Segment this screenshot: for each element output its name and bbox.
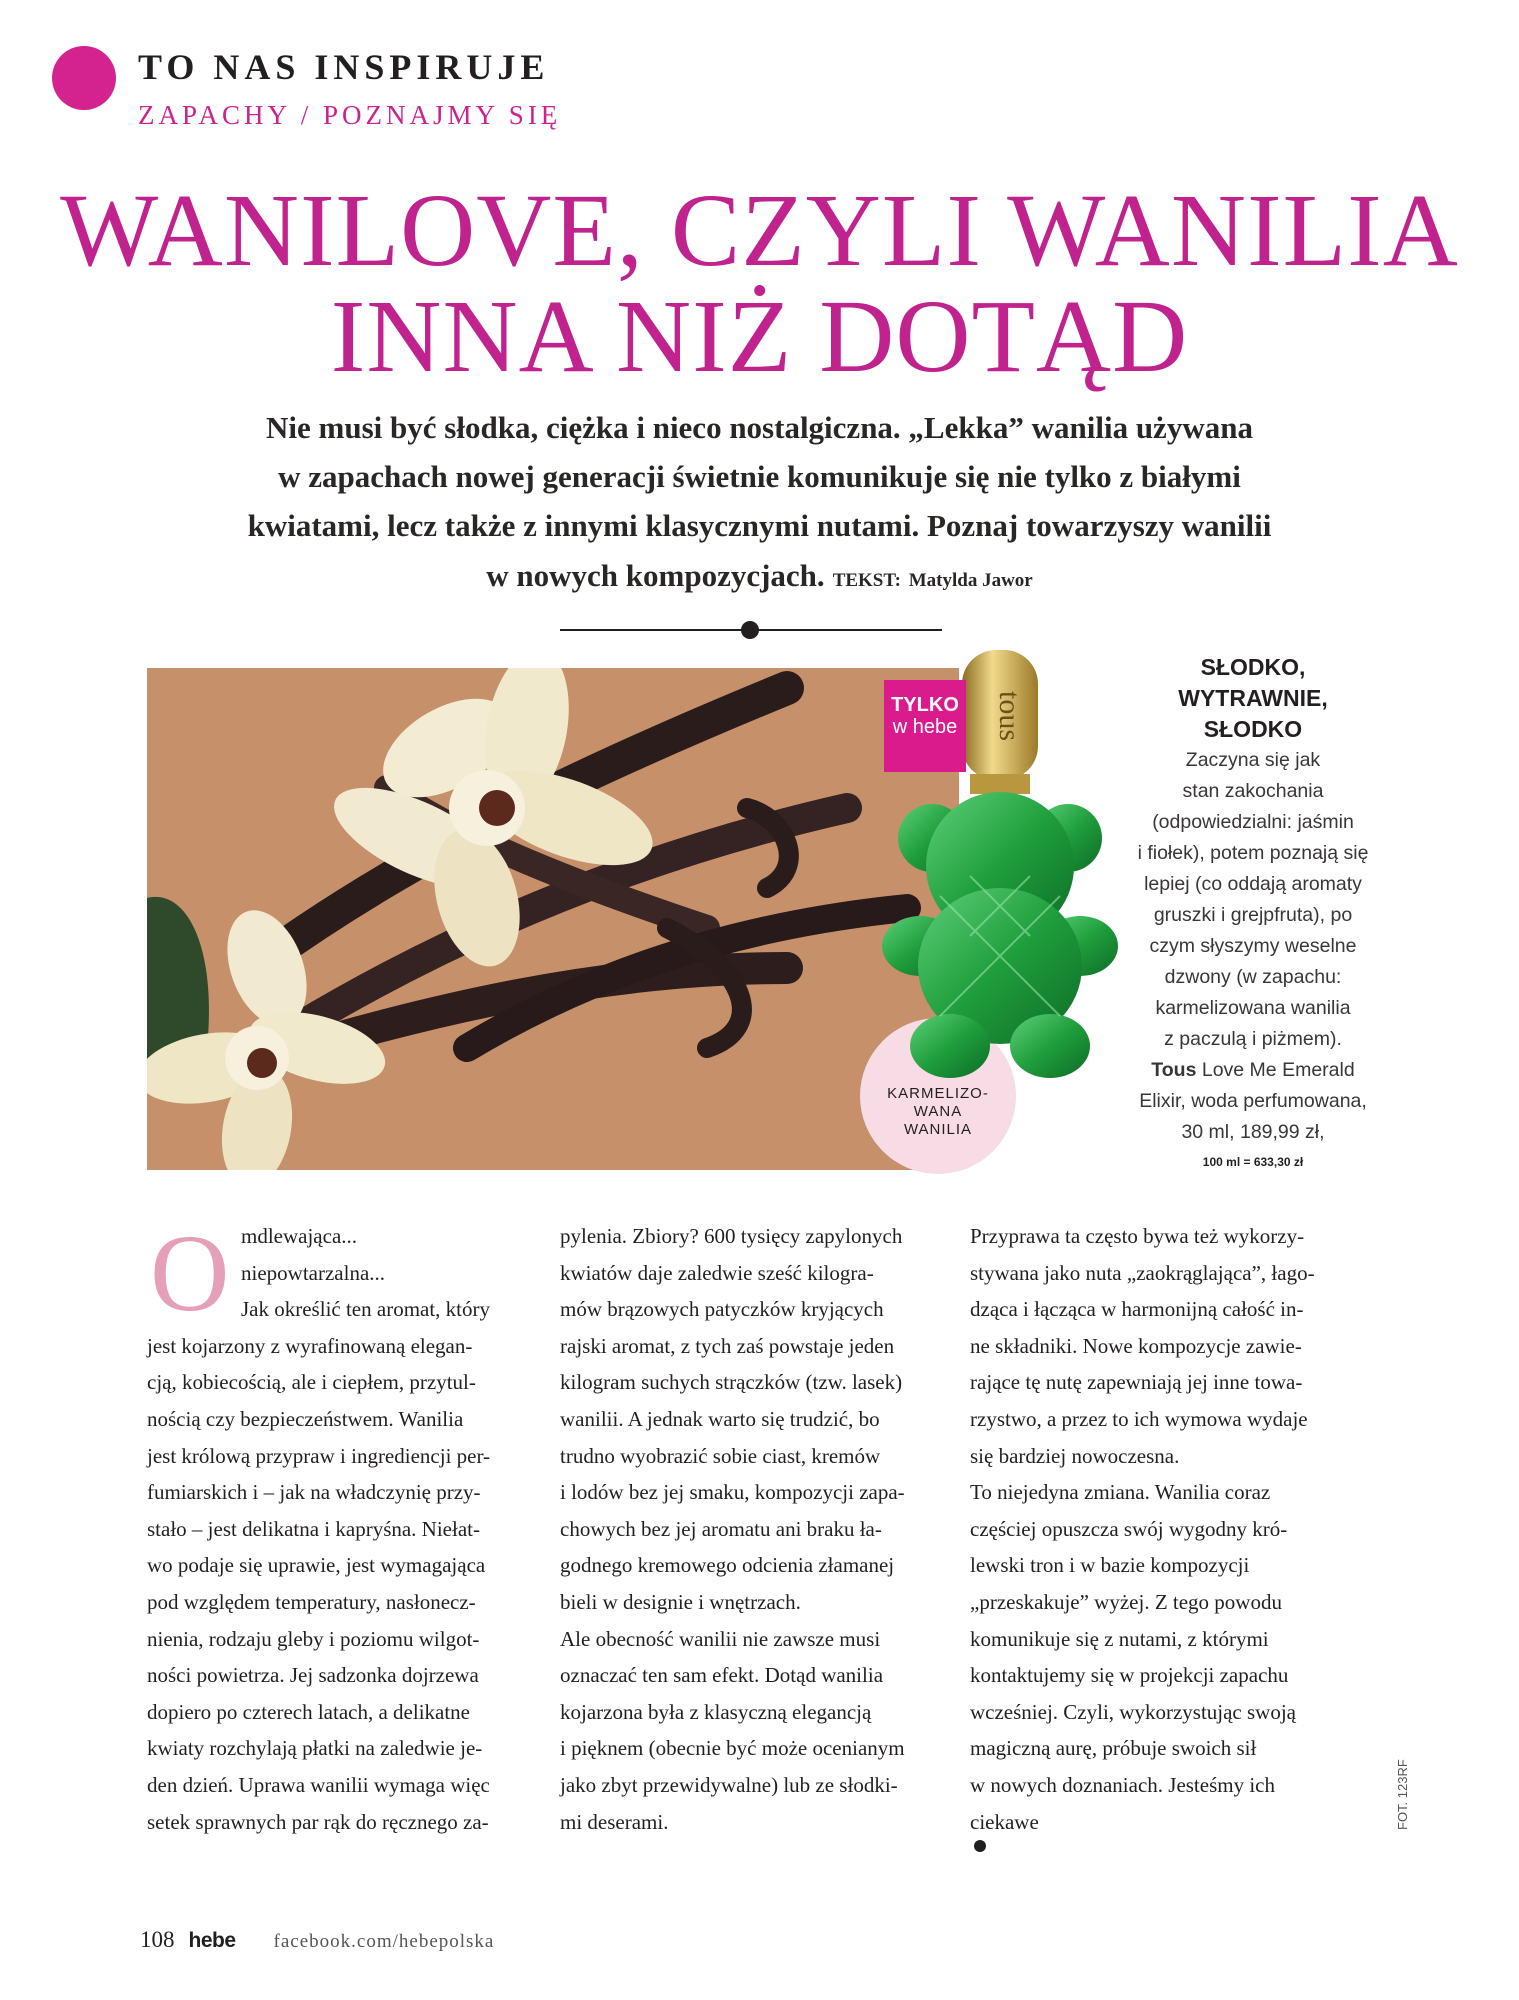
body-line: pylenia. Zbiory? 600 tysięcy zapylonych — [560, 1224, 903, 1248]
article-title-line-1: WANILOVE, CZYLI WANILIA — [60, 173, 1459, 288]
body-line: nienia, rodzaju gleby i poziomu wilgot- — [147, 1626, 480, 1651]
body-line: komunikuje się z nutami, z którymi — [970, 1626, 1269, 1651]
body-line: bieli w designie i wnętrzach. — [560, 1589, 801, 1614]
footer-link[interactable]: facebook.com/hebepolska — [273, 1931, 495, 1952]
body-line: jest królową przypraw i ingrediencji per- — [147, 1443, 491, 1468]
bottle-brand-engraving: tous — [993, 690, 1026, 742]
product-text-line: lepiej (co oddają aromaty — [1144, 873, 1362, 895]
product-description — [1118, 652, 1388, 1176]
body-line: fumiarskich i – jak na władczynię przy- — [147, 1480, 481, 1505]
product-text-line: gruszki i grejpfruta), po — [1153, 904, 1353, 926]
body-line: ności powietrza. Jej sadzonka dojrzewa — [147, 1663, 479, 1688]
body-line: rajski aromat, z tych zaś powstaje jeden — [560, 1333, 895, 1358]
product-name: Love Me Emerald — [1201, 1059, 1355, 1081]
product-text-line: stan zakochania — [1182, 780, 1324, 802]
article-title-line-2: INNA NIŻ DOTĄD — [330, 279, 1189, 394]
body-column-3 — [970, 1218, 1326, 1852]
body-line: mdlewająca... — [241, 1224, 358, 1248]
body-line: jest kojarzony z wyrafinowaną elegan- — [147, 1333, 473, 1358]
body-line: wanilii. A jednak warto się trudzić, bo — [560, 1406, 880, 1431]
product-text-line: dzwony (w zapachu: — [1164, 966, 1342, 988]
body-line: godnego kremowego odcienia złamanej — [560, 1553, 895, 1578]
body-line: nością czy bezpieczeństwem. Wanilia — [147, 1406, 464, 1431]
body-line: lewski tron i w bazie kompozycji — [970, 1553, 1250, 1578]
body-line: stało – jest delikatna i kapryśna. Niełat- — [147, 1516, 480, 1541]
body-line: kwiaty rozchylają płatki na zaledwie je- — [147, 1736, 483, 1761]
note-circle-label — [860, 1085, 1016, 1139]
product-price: 30 ml, 189,99 zł, — [1181, 1121, 1325, 1143]
photo-credit: FOT. 123RF — [1395, 1759, 1410, 1830]
body-line: kilogram suchych strączków (tzw. lasek) — [560, 1370, 903, 1395]
body-line-last — [970, 1804, 1326, 1853]
body-line: mi deserami. — [560, 1809, 669, 1834]
body-line: magiczną aurę, próbuje swoich sił — [970, 1736, 1257, 1761]
byline-label: TEKST: — [832, 570, 901, 591]
product-text-line: z paczulą i piżmem). — [1164, 1028, 1342, 1050]
body-line: To niejedyna zmiana. Wanilia coraz — [970, 1480, 1271, 1505]
body-line: w nowych doznaniach. Jesteśmy ich — [970, 1772, 1276, 1797]
page-number: 108 — [140, 1927, 175, 1952]
product-type: Elixir, woda perfumowana, — [1139, 1090, 1367, 1112]
section-subtitle: ZAPACHY / POZNAJMY SIĘ — [138, 100, 562, 130]
body-line-last-text: ciekawe — [970, 1809, 1039, 1834]
end-mark-icon — [974, 1840, 986, 1852]
byline-author: Matylda Jawor — [908, 570, 1033, 591]
bear-bottle-body — [882, 792, 1118, 1078]
body-line: stywana jako nuta „zaokrąglająca”, łago- — [970, 1260, 1315, 1285]
body-line: dopiero po czterech latach, a delikatne — [147, 1699, 470, 1724]
product-heading — [1118, 652, 1388, 745]
page-footer — [140, 1927, 494, 1953]
product-brand: Tous — [1151, 1059, 1197, 1081]
section-marker-dot — [52, 46, 116, 110]
body-line: i lodów bez jej smaku, kompozycji zapa- — [560, 1480, 905, 1505]
body-line: wcześniej. Czyli, wykorzystując swoją — [970, 1699, 1296, 1724]
product-heading-line-1: SŁODKO, — [1200, 654, 1306, 680]
product-text-line: Zaczyna się jak — [1185, 749, 1321, 771]
body-line: cją, kobiecością, ale i ciepłem, przytul- — [147, 1370, 476, 1395]
lead-line-3: kwiatami, lecz także z innymi klasycznymi nutami. Poznaj towarzyszy wanilii — [247, 508, 1272, 543]
exclusive-badge-line-1: TYLKO — [891, 694, 959, 716]
body-line: rzystwo, a przez to ich wymowa wydaje — [970, 1406, 1308, 1431]
body-line: ne składniki. Nowe kompozycje zawie- — [970, 1333, 1302, 1358]
note-circle-line-3: WANILIA — [903, 1121, 973, 1138]
footer-brand-logo: hebe — [188, 1929, 236, 1952]
body-line: trudno wyobrazić sobie ciast, kremów — [560, 1443, 881, 1468]
note-circle-line-1: KARMELIZO- — [887, 1085, 989, 1102]
vanilla-photo — [147, 668, 959, 1170]
body-line: się bardziej nowoczesna. — [970, 1443, 1180, 1468]
section-title: TO NAS INSPIRUJE — [138, 47, 550, 87]
product-text-line: (odpowiedzialni: jaśmin — [1152, 811, 1354, 833]
body-line: rające tę nutę zapewniają jej inne towa- — [970, 1370, 1303, 1395]
lead-line-2: w zapachach nowej generacji świetnie komunikuje się nie tylko z białymi — [278, 459, 1241, 494]
lead-line-4 — [0, 556, 1519, 601]
body-line: mów brązowych patyczków kryjących — [560, 1297, 884, 1322]
body-line: kojarzona była z klasyczną elegancją — [560, 1699, 872, 1724]
body-line: jako zbyt przewidywalne) lub ze słodki- — [560, 1772, 898, 1797]
body-column-2 — [560, 1218, 916, 1840]
body-line: den dzień. Uprawa wanilii wymaga więc — [147, 1772, 490, 1797]
body-line: kwiatów daje zaledwie sześć kilogra- — [560, 1260, 874, 1285]
body-line: „przeskakuje” wyżej. Z tego powodu — [970, 1589, 1282, 1614]
divider-dot — [741, 621, 759, 639]
product-heading-line-2: WYTRAWNIE, — [1178, 685, 1328, 711]
product-heading-line-3: SŁODKO — [1203, 716, 1303, 742]
body-line: wo podaje się uprawie, jest wymagająca — [147, 1553, 486, 1578]
body-line: pod względem temperatury, nasłonecz- — [147, 1589, 476, 1614]
body-line: Ale obecność wanilii nie zawsze musi — [560, 1626, 881, 1651]
body-line: kontaktujemy się w projekcji zapachu — [970, 1663, 1289, 1688]
body-line: częściej opuszcza swój wygodny kró- — [970, 1516, 1288, 1541]
vanilla-illustration — [147, 668, 959, 1170]
exclusive-badge-line-2: w hebe — [892, 716, 958, 738]
product-name-line — [1118, 1055, 1388, 1086]
body-line: Przyprawa ta często bywa też wykorzy- — [970, 1224, 1305, 1248]
product-text-line: karmelizowana wanilia — [1155, 997, 1351, 1019]
note-circle-line-2: WANA — [913, 1103, 963, 1120]
body-line: dząca i łącząca w harmonijną całość in- — [970, 1297, 1304, 1322]
lead-line-1: Nie musi być słodka, ciężka i nieco nostalgiczna. „Lekka” wanilia używana — [266, 410, 1253, 445]
drop-cap: O — [150, 1212, 230, 1334]
body-line: chowych bez jej aromatu ani braku ła- — [560, 1516, 882, 1541]
exclusive-badge — [884, 680, 966, 772]
body-line: setek sprawnych par rąk do ręcznego za- — [147, 1809, 489, 1834]
lead-line-4-text: w nowych kompozycjach. — [486, 558, 825, 593]
product-text-line: czym słyszymy weselne — [1149, 935, 1357, 957]
product-text-line: i fiołek), potem poznają się — [1137, 842, 1369, 864]
product-unit-price: 100 ml = 633,30 zł — [1202, 1155, 1304, 1169]
body-line: Jak określić ten aromat, który — [241, 1297, 491, 1322]
body-line: niepowtarzalna... — [241, 1260, 386, 1285]
body-line: oznaczać ten sam efekt. Dotąd wanilia — [560, 1663, 884, 1688]
body-line: i pięknem (obecnie być może ocenianym — [560, 1736, 905, 1761]
body-column-1 — [147, 1212, 503, 1840]
